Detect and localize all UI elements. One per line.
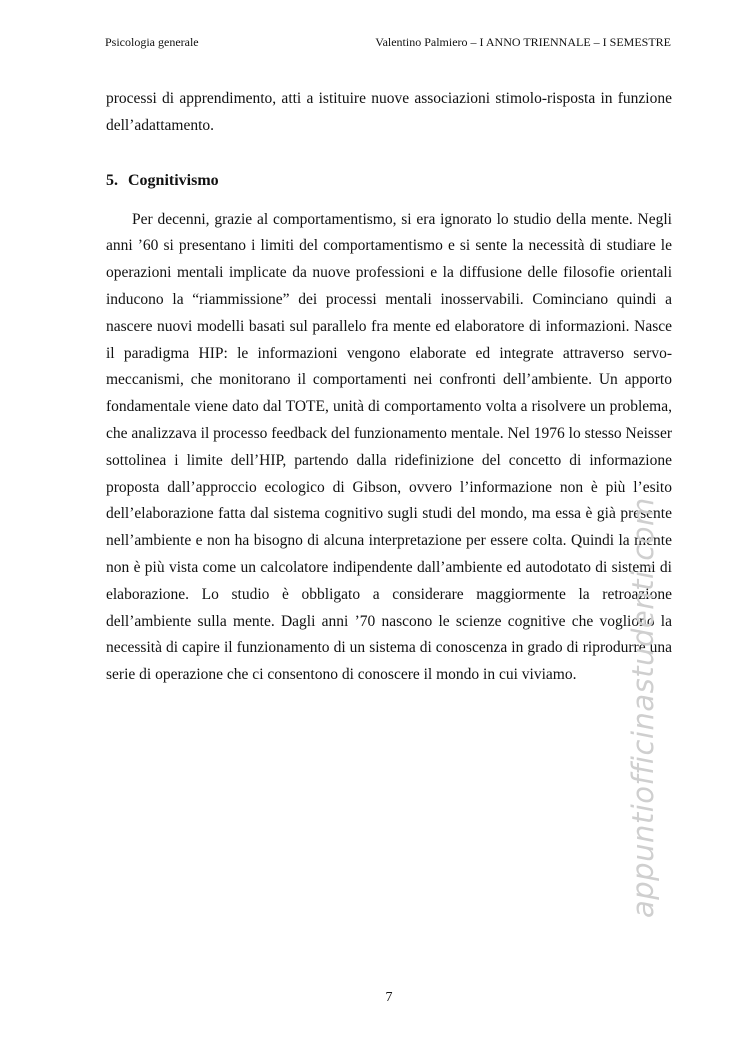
intro-paragraph: processi di apprendimento, atti a istituire nuove associazioni stimolo-risposta in funzione dell’adattamento. <box>106 90 672 134</box>
page-content <box>106 86 672 689</box>
section-number: 5. <box>106 171 118 189</box>
page-number: 7 <box>385 990 393 1005</box>
section-heading <box>106 171 672 191</box>
section-body-paragraph: Per decenni, grazie al comportamentismo, si era ignorato lo studio della mente. Negli anni ’60 si presentano i limiti del comportamentismo e si sente la necessità di studiare le operazioni mentali implicate da nuove professioni e la diffusione delle filosofie orientali inducono la “riammissione” dei processi mentali inosservabili. Cominciano quindi a nascere nuovi modelli basati sul parallelo fra mente ed elaboratore di informazioni. Nasce il paradigma HIP: le informazioni vengono elaborate ed integrate attraverso servo-meccanismi, che monitorano il comportamenti nei confronti dell’ambiente. Un apporto fondamentale viene dato dal TOTE, unità di comportamento volta a risolvere un problema, che analizzava il processo feedback del funzionamento mentale. Nel 1976 lo stesso Neisser sottolinea i limite dell’HIP, partendo dalla ridefinizione del concetto di informazione proposta dall’approccio ecologico di Gibson, ovvero l’informazione non è più l’esito dell’elaborazione fatta dal sistema cognitivo sugli studi del mondo, ma essa è già presente nell’ambiente e non ha bisogno di alcuna interpretazione per essere colta. Quindi la mente non è più vista come un calcolatore indipendente dall’ambiente ed autodotato di sistemi di elaborazione. Lo studio è obbligato a considerare maggiormente la retroazione dell’ambiente sulla mente. Dagli anni ’70 nascono le scienze cognitive che vogliono la necessità di capire il funzionamento di un sistema di conoscenza in grado di riprodurre una serie di operazione che ci consentono di conoscere il mondo in cui viviamo. <box>106 210 672 684</box>
page-header <box>105 34 671 50</box>
header-course-title: Psicologia generale <box>105 35 199 49</box>
section-title: Cognitivismo <box>128 171 219 189</box>
watermark-text: appuntiofficinastudenti.com <box>626 497 660 918</box>
header-author-info: Valentino Palmiero – I ANNO TRIENNALE – I SEMESTRE <box>375 35 671 49</box>
